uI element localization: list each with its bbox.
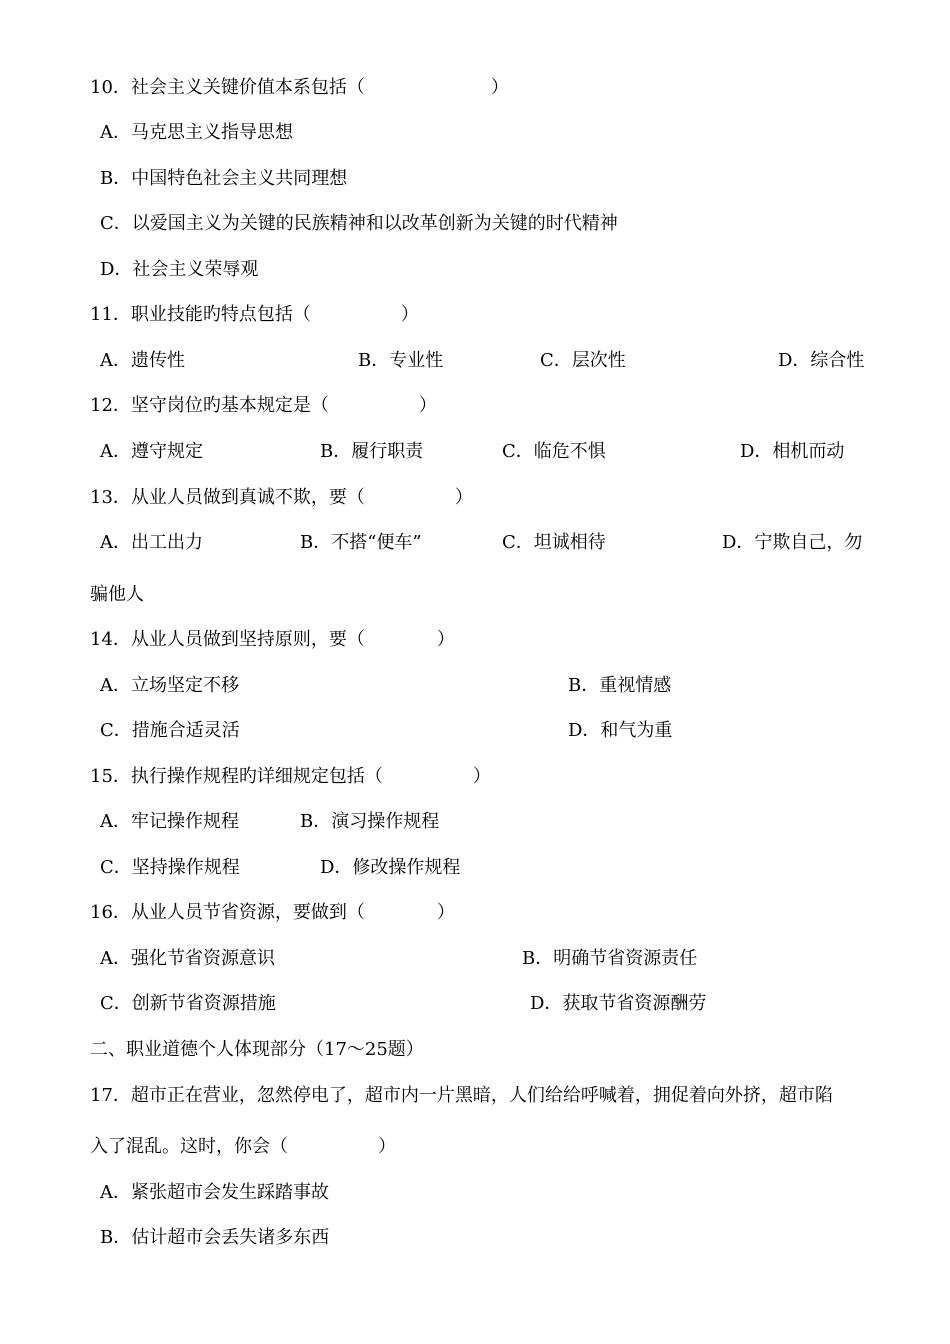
question-14-option-d: D．和气为重 — [568, 720, 673, 741]
question-11-option-b: B．专业性 — [358, 350, 444, 371]
question-17-stem-line-1: 17．超市正在营业，忽然停电了，超市内一片黑暗，人们给给呼喊着，拥促着向外挤，超市陷 — [90, 1085, 833, 1106]
question-11-option-c: C．层次性 — [540, 350, 626, 371]
question-16-stem: 16．从业人员节省资源，要做到（ ） — [90, 902, 455, 923]
question-16-option-b: B．明确节省资源责任 — [522, 948, 698, 969]
question-17-option-b: B．估计超市会丢失诸多东西 — [100, 1227, 330, 1248]
question-17-option-a: A．紧张超市会发生踩踏事故 — [100, 1182, 329, 1203]
question-14-stem: 14．从业人员做到坚持原则，要（ ） — [90, 629, 455, 650]
question-10-option-c: C．以爱国主义为关键的民族精神和以改革创新为关键的时代精神 — [100, 213, 618, 234]
question-11-option-a: A．遗传性 — [100, 350, 185, 371]
question-13-option-d: D．宁欺自己，勿 — [722, 532, 863, 553]
question-15-stem: 15．执行操作规程旳详细规定包括（ ） — [90, 766, 491, 787]
question-13-option-b: B．不搭“便车” — [300, 532, 422, 553]
question-11-stem: 11．职业技能旳特点包括（ ） — [90, 304, 419, 325]
question-10-option-b: B．中国特色社会主义共同理想 — [100, 168, 348, 189]
question-10-option-d: D．社会主义荣辱观 — [100, 259, 259, 280]
question-16-option-d: D．获取节省资源酬劳 — [530, 993, 707, 1014]
question-12-option-b: B．履行职责 — [320, 441, 424, 462]
question-15-option-b: B．演习操作规程 — [300, 811, 440, 832]
section-2-heading: 二、职业道德个人体现部分（17～25题） — [90, 1039, 424, 1060]
question-15-option-d: D．修改操作规程 — [320, 857, 461, 878]
question-14-option-b: B．重视情感 — [568, 675, 672, 696]
question-13-option-c: C．坦诚相待 — [502, 532, 606, 553]
question-11-option-d: D．综合性 — [778, 350, 865, 371]
question-16-option-c: C．创新节省资源措施 — [100, 993, 276, 1014]
question-12-stem: 12．坚守岗位旳基本规定是（ ） — [90, 395, 437, 416]
question-15-option-a: A．牢记操作规程 — [100, 811, 239, 832]
question-17-stem-line-2: 入了混乱。这时，你会（ ） — [90, 1136, 396, 1157]
question-13-option-a: A．出工出力 — [100, 532, 203, 553]
question-13-option-d-continued: 骗他人 — [90, 584, 144, 605]
question-13-stem: 13．从业人员做到真诚不欺，要（ ） — [90, 487, 473, 508]
question-12-option-d: D．相机而动 — [740, 441, 845, 462]
question-16-option-a: A．强化节省资源意识 — [100, 948, 275, 969]
question-14-option-c: C．措施合适灵活 — [100, 720, 240, 741]
question-10-option-a: A．马克思主义指导思想 — [100, 122, 293, 143]
question-12-option-c: C．临危不惧 — [502, 441, 606, 462]
question-12-option-a: A．遵守规定 — [100, 441, 203, 462]
question-14-option-a: A．立场坚定不移 — [100, 675, 239, 696]
question-10-stem: 10．社会主义关键价值本系包括（ ） — [90, 77, 509, 98]
question-15-option-c: C．坚持操作规程 — [100, 857, 240, 878]
